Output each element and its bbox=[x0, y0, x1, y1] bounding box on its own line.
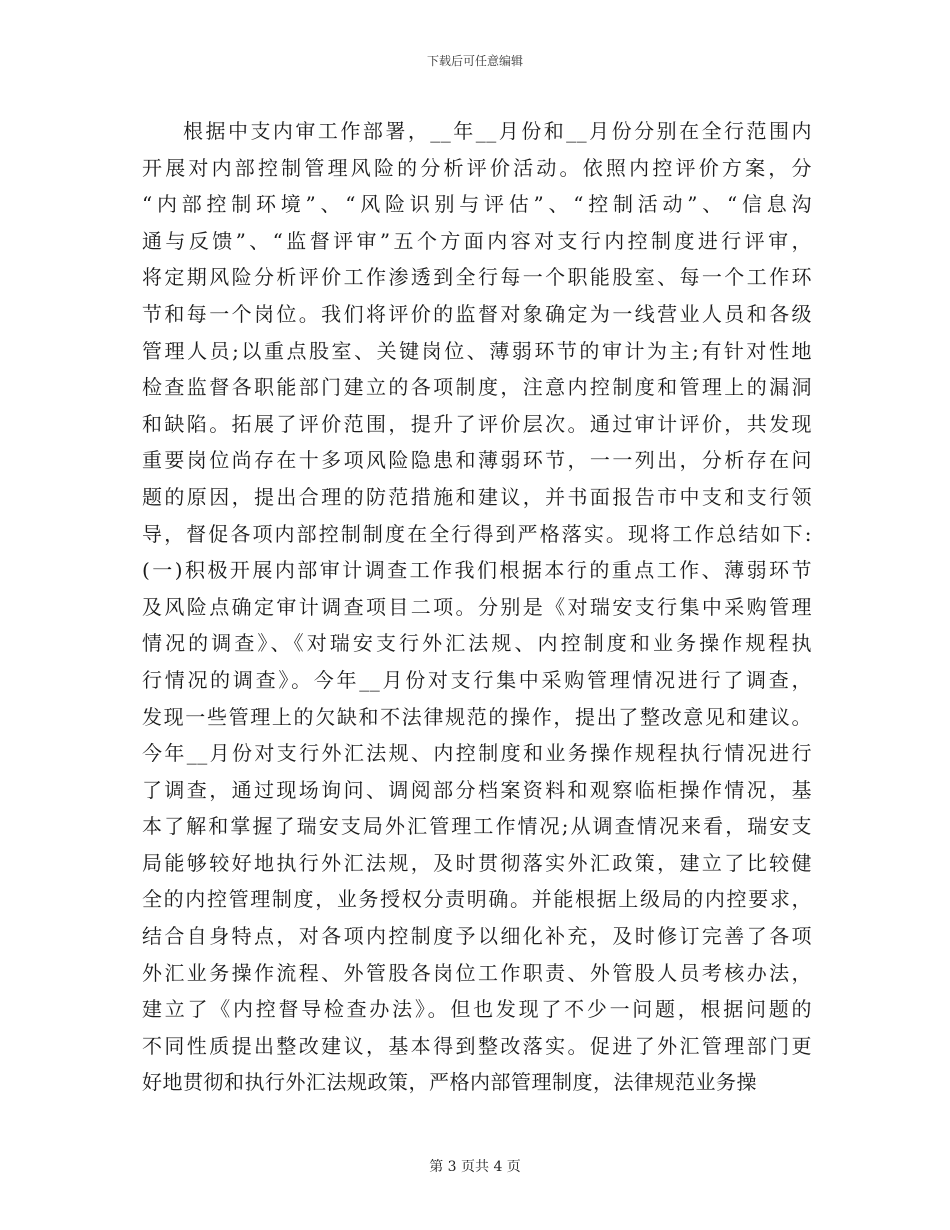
paragraph-line: 全的内控管理制度，业务授权分责明确。并能根据上级局的内控要求， bbox=[142, 887, 812, 912]
paragraph-line: 本了解和掌握了瑞安支局外汇管理工作情况;从调查情况来看，瑞安支 bbox=[142, 814, 812, 839]
paragraph-line: (一)积极开展内部审计调查工作我们根据本行的重点工作、薄弱环节 bbox=[142, 558, 812, 583]
paragraph-line: 今年__月份对支行外汇法规、内控制度和业务操作规程执行情况进行 bbox=[142, 741, 812, 766]
paragraph-line: 情况的调查》、《对瑞安支行外汇法规、内控制度和业务操作规程执 bbox=[142, 631, 812, 656]
paragraph-line: 根据中支内审工作部署，__年__月份和__月份分别在全行范围内 bbox=[183, 119, 812, 143]
paragraph-line: 和缺陷。拓展了评价范围，提升了评价层次。通过审计评价，共发现 bbox=[142, 411, 812, 436]
paragraph-line: 导，督促各项内部控制制度在全行得到严格落实。现将工作总结如下: bbox=[142, 521, 812, 546]
paragraph-line: 建立了《内控督导检查办法》。但也发现了不少一问题，根据问题的 bbox=[142, 997, 812, 1022]
paragraph-line: 外汇业务操作流程、外管股各岗位工作职责、外管股人员考核办法， bbox=[142, 960, 812, 985]
paragraph-line: 管理人员;以重点股室、关键岗位、薄弱环节的审计为主;有针对性地 bbox=[142, 338, 812, 363]
paragraph-line: 将定期风险分析评价工作渗透到全行每一个职能股室、每一个工作环 bbox=[142, 265, 812, 290]
paragraph-line: 重要岗位尚存在十多项风险隐患和薄弱环节，一一列出，分析存在问 bbox=[142, 448, 812, 473]
paragraph-line: 节和每一个岗位。我们将评价的监督对象确定为一线营业人员和各级 bbox=[142, 301, 812, 326]
paragraph-line: 题的原因，提出合理的防范措施和建议，并书面报告市中支和支行领 bbox=[142, 484, 812, 509]
paragraph-line: 通与反馈”、“监督评审”五个方面内容对支行内控制度进行评审， bbox=[142, 228, 812, 253]
paragraph-line: 及风险点确定审计调查项目二项。分别是《对瑞安支行集中采购管理 bbox=[142, 594, 812, 619]
paragraph-line: 局能够较好地执行外汇法规，及时贯彻落实外汇政策，建立了比较健 bbox=[142, 850, 812, 875]
paragraph-line: 不同性质提出整改建议，基本得到整改落实。促进了外汇管理部门更 bbox=[142, 1033, 812, 1058]
paragraph-line: 检查监督各职能部门建立的各项制度，注意内控制度和管理上的漏洞 bbox=[142, 375, 812, 400]
paragraph-line: 结合自身特点，对各项内控制度予以细化补充，及时修订完善了各项 bbox=[142, 924, 812, 949]
page-header-note: 下载后可任意编辑 bbox=[426, 54, 523, 68]
paragraph-line: 发现一些管理上的欠缺和不法律规范的操作，提出了整改意见和建议。 bbox=[142, 704, 812, 729]
paragraph-line: 好地贯彻和执行外汇法规政策，严格内部管理制度，法律规范业务操 bbox=[142, 1070, 757, 1095]
page-number: 第 3 页共 4 页 bbox=[429, 1159, 521, 1175]
paragraph-line: 了调查，通过现场询问、调阅部分档案资料和观察临柜操作情况，基 bbox=[142, 777, 812, 802]
paragraph-line: 开展对内部控制管理风险的分析评价活动。依照内控评价方案，分 bbox=[142, 155, 812, 180]
document-body bbox=[142, 113, 812, 1101]
paragraph-line: “内部控制环境”、“风险识别与评估”、“控制活动”、“信息沟 bbox=[142, 192, 812, 217]
paragraph-line: 行情况的调查》。今年__月份对支行集中采购管理情况进行了调查， bbox=[142, 667, 812, 692]
